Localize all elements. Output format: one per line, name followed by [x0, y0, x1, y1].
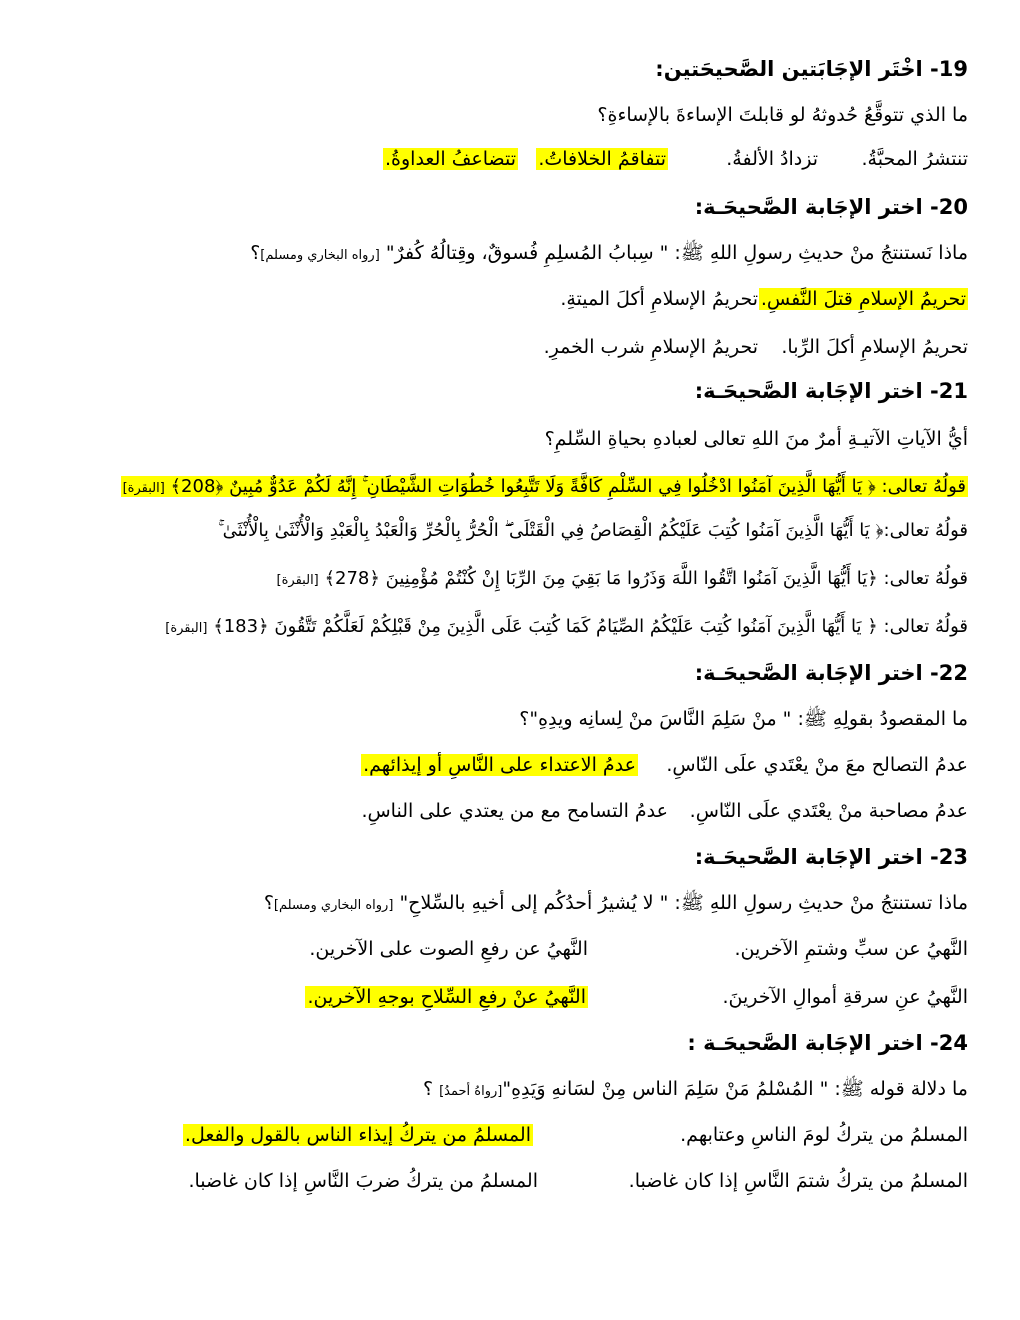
q24-options-row-2 — [20, 1164, 968, 1198]
q19-option-3-correct: تتفاقمُ الخلافاتُ. — [538, 148, 666, 170]
q24-question-text: ما دلالة قوله ﷺ: " المُسْلمُ مَنْ سَلِمَ الناس مِنْ لسَانهِ وَيَدِهِ" — [502, 1078, 968, 1100]
q22-option-2-correct: عدمُ الاعتداء على النَّاسِ أو إيذائهم. — [363, 754, 636, 776]
q21-title: 21- اختر الإجَابة الصَّحيحَـة: — [694, 379, 968, 403]
q24-title: 24- اختر الإجَابة الصَّحيحَـة : — [687, 1031, 968, 1055]
q23-options-row-2 — [20, 980, 968, 1014]
q24-hadith-reference: [رواهُ أحمدُ] — [439, 1084, 503, 1099]
q22-option-4: عدمُ التسامح مع من يعتدي على الناسِ. — [361, 800, 668, 822]
q22-option-3: عدمُ مصاحبة منْ يعْتَدي علَى النّاسِ. — [689, 800, 968, 822]
q23-question-mark: ؟ — [263, 892, 274, 914]
q20-option-4: تحريمُ الإسلامِ شرب الخمرِ. — [543, 336, 758, 358]
q23-title: 23- اختر الإجَابة الصَّحيحَـة: — [694, 845, 968, 869]
q21-option-4-verse: ﴿ يَا أَيُّهَا الَّذِينَ آمَنُوا كُتِبَ عَلَيْكُمُ الصِّيَامُ كَمَا كُتِبَ عَلَى الَّذِينَ مِنْ قَبْلِكُمْ لَعَلَّكُمْ تَتَّقُونَ ﴿183﴾ — [213, 616, 878, 637]
q21-option-1-verse: ﴿ يَا أَيُّهَا الَّذِينَ آمَنُوا ادْخُلُوا فِي السِّلْمِ كَافَّةً وَلَا تَتَّبِعُوا خُطُوَاتِ الشَّيْطَانِ ۚ إِنَّهُ لَكُمْ عَدُوٌّ مُبِينٌ ﴿208﴾ — [170, 476, 876, 497]
q20-question — [20, 236, 968, 270]
q23-option-2: النَّهيُ عن رفعِ الصوت على الآخرين. — [309, 938, 588, 960]
q23-option-3: النَّهيُ عنِ سرقةِ أموالِ الآخرينَ. — [722, 986, 968, 1008]
q21-option-3 — [20, 562, 968, 596]
q23-question — [20, 886, 968, 920]
q23-question-text: ماذا تستنتجُ منْ حديثِ رسولِ اللهِ ﷺ: " لا يُشيرُ أحدُكُم إلى أخيهِ بالسِّلاحِ" — [399, 892, 968, 914]
q20-title: 20- اختر الإجَابة الصَّحيحَـة: — [694, 195, 968, 219]
q19-option-1: تنتشرُ المحبَّةُ. — [861, 148, 968, 170]
q23-hadith-reference: [رواه البخاري ومسلم] — [273, 898, 394, 913]
q19-title: 19- اخْتَر الإجَابَتين الصَّحيحَتين: — [655, 57, 968, 81]
q21-option-1-correct — [121, 476, 968, 497]
q23-options-row-1 — [20, 932, 968, 966]
q19-option-4-correct: تتضاعفُ العداوةُ. — [385, 148, 516, 170]
q19-options — [20, 142, 968, 176]
q21-option-1-ref: [البقرة] — [122, 481, 165, 496]
q20-question-text: ماذا نَستنتجُ منْ حديثِ رسولِ اللهِ ﷺ: " سِبابُ المُسلِمِ فُسوقٌ، وقِتالُهُ كُفرٌ" — [385, 242, 968, 264]
q24-option-1: المسلمُ من يتركُ لومَ الناسِ وعتابهم. — [680, 1124, 968, 1146]
q24-option-3: المسلمُ من يتركُ شتمَ النَّاسِ إذا كان غاضبا. — [628, 1170, 968, 1192]
q21-option-1 — [20, 470, 968, 504]
q22-question: ما المقصودُ بقولِهِ ﷺ: " منْ سَلِمَ النَّاسَ منْ لِسانِه ويدِهِ"؟ — [519, 708, 968, 730]
q20-hadith-reference: [رواه البخاري ومسلم] — [260, 248, 380, 263]
q24-option-2-correct: المسلمُ من يتركُ إيذاء الناس بالقول والفعل. — [184, 1124, 531, 1146]
q21-option-4-ref: [البقرة] — [165, 621, 208, 636]
q21-question: أيُّ الآياتِ الآتيـةِ أمرٌ منَ اللهِ تعالى لعبادهِ بحياةِ السِّلمِ؟ — [544, 428, 968, 450]
q24-option-4: المسلمُ من يتركُ ضربَ النَّاسِ إذا كان غاضبا. — [188, 1170, 538, 1192]
q21-option-2 — [20, 514, 968, 548]
q21-option-3-verse: ﴿يَا أَيُّهَا الَّذِينَ آمَنُوا اتَّقُوا اللَّهَ وَذَرُوا مَا بَقِيَ مِنَ الرِّبَا إِنْ كُنْتُمْ مُؤْمِنِينَ ﴿278﴾ — [324, 568, 878, 589]
q22-option-1: عدمُ التصالح معَ منْ يعْتَدي علَى النّاسِ. — [666, 754, 968, 776]
q21-option-3-ref: [البقرة] — [276, 573, 319, 588]
q21-option-1-prefix: قولُهُ تعالى: — [875, 476, 966, 497]
q20-option-3: تحريمُ الإسلامِ أكلَ الرِّبا. — [781, 336, 968, 358]
q21-option-4-prefix: قولُهُ تعالى: — [877, 616, 968, 637]
q20-question-mark: ؟ — [250, 242, 261, 264]
q20-option-1-correct: تحريمُ الإسلامِ قتلَ النَّفسِ. — [760, 288, 966, 310]
q22-title: 22- اختر الإجَابة الصَّحيحَـة: — [694, 661, 968, 685]
q22-options-row-1 — [20, 748, 968, 782]
q21-option-2-prefix: قولُهُ تعالى: — [883, 520, 968, 541]
q24-options-row-1 — [20, 1118, 968, 1152]
q20-option-2: تحريمُ الإسلامِ أكلَ الميتةِ. — [560, 288, 758, 310]
q21-option-2-verse: ﴿ يَا أَيُّهَا الَّذِينَ آمَنُوا كُتِبَ عَلَيْكُمُ الْقِصَاصُ فِي الْقَتْلَى ۖ الْحُرُّ بِالْحُرِّ وَالْعَبْدُ بِالْعَبْدِ وَالْأُنْثَىٰ بِالْأُنْثَىٰ ۚ — [218, 520, 884, 541]
q19-question: ما الذي تتوقَّعُ حُدوثهُ لو قابلتَ الإساءةَ بالإساءةِ؟ — [597, 104, 968, 126]
q22-options-row-2 — [20, 794, 968, 828]
q24-question-mark: ؟ — [422, 1078, 440, 1100]
q19-option-2: تزدادُ الألفةُ. — [726, 148, 818, 170]
q24-question — [20, 1072, 968, 1106]
q20-options-row-2 — [20, 330, 968, 364]
q20-options-row-1 — [20, 282, 968, 316]
q21-option-4 — [20, 610, 968, 644]
q23-option-1: النَّهيُ عن سبِّ وشتمِ الآخرين. — [734, 938, 968, 960]
q23-option-4-correct: النَّهيُ عنْ رفعِ السِّلاحِ بوجهِ الآخرين. — [307, 986, 586, 1008]
q21-option-3-prefix: قولُهُ تعالى: — [877, 568, 968, 589]
